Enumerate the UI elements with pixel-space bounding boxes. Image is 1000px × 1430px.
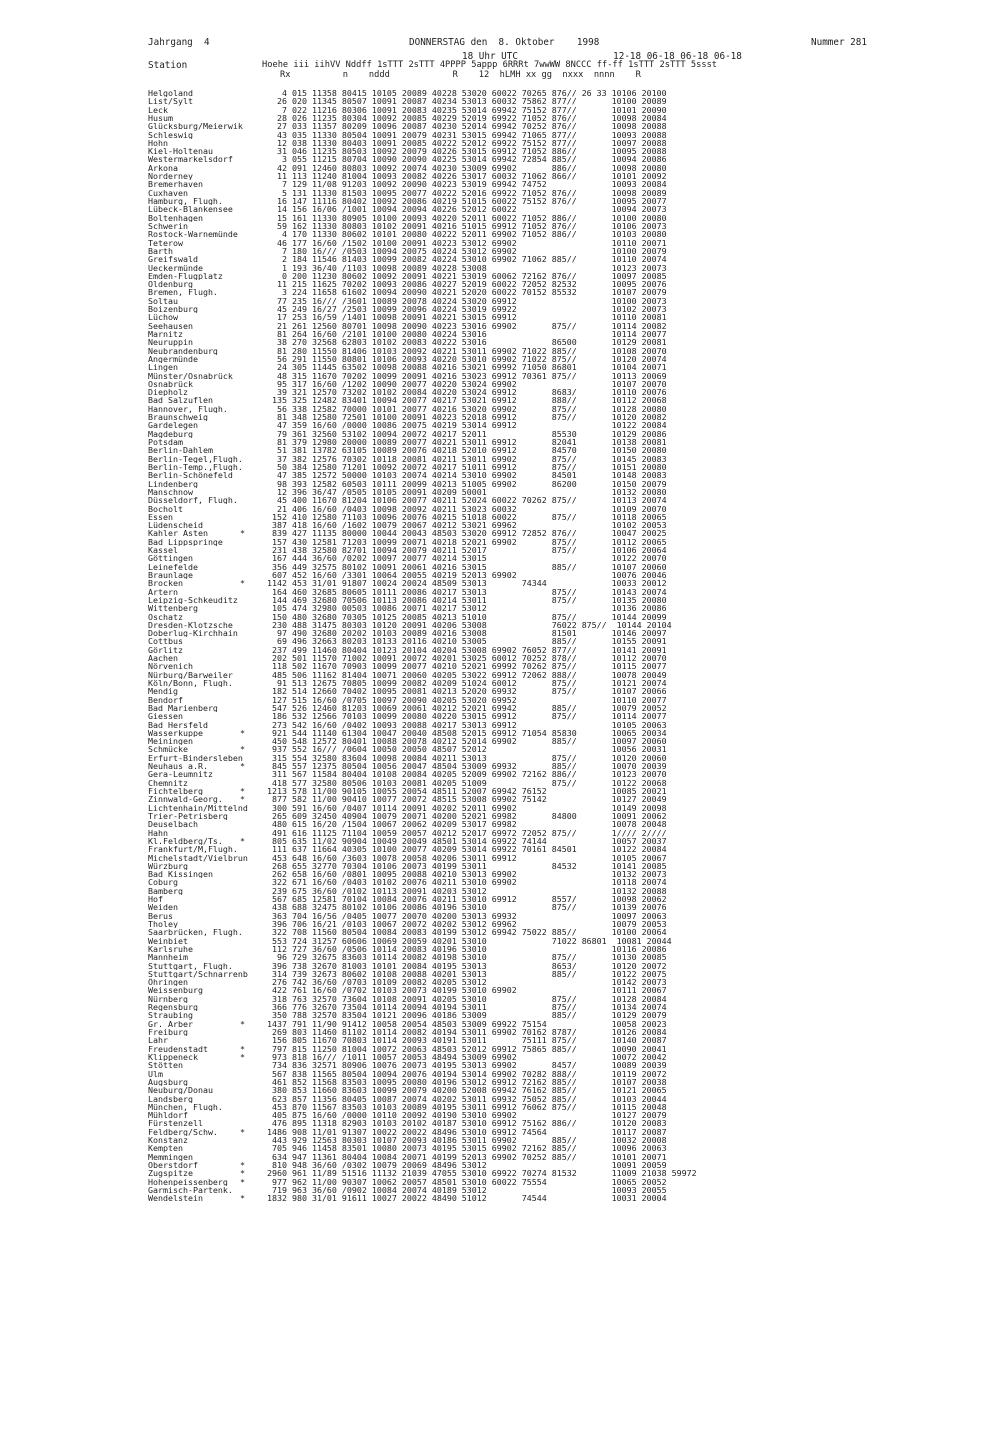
station-name: Hahn [148,828,168,837]
station-observation-codes: 491 616 11125 71104 10059 20057 40212 52017 69972 72052 875// 1//// 2//// [262,827,667,838]
station-observation-codes: 38 270 32568 62803 10102 20083 40222 53016 86500 10129 20081 [262,337,667,348]
station-observation-codes: 46 177 16/60 /1502 10100 20091 40223 53012 69902 10110 20071 [262,237,667,248]
station-name: Westermarkelsdorf [148,155,233,164]
station-name: Husum [148,113,173,123]
station-observation-codes: 91 513 12675 70805 10099 20082 40209 51024 60012 875// 10121 20074 [262,678,667,688]
station-name: Teterow [148,238,183,247]
station-name: Neuburg/Donau [148,1086,213,1095]
station-name: Memmingen [148,1152,193,1161]
station-name: Mühldorf [148,1111,188,1120]
station-observation-codes: 805 635 11/02 90904 10049 20049 48501 53014 69922 74144 10057 20037 [262,835,667,846]
station-observation-codes: 734 836 32571 80906 10076 20073 40195 53013 69902 8457/ 10089 20039 [262,1060,667,1071]
station-observation-codes: 485 506 11162 81404 10071 20060 40205 53022 69912 72062 888// 10078 20049 [262,669,667,680]
station-observation-codes: 2960 961 11/89 51516 11132 21039 47055 53010 69922 70274 81532 11009 21038 59972 [262,1168,697,1179]
station-observation-codes: 567 838 11565 80504 10094 20076 40194 53014 69902 70282 888// 10119 20072 [262,1068,667,1079]
station-observation-codes: 157 430 12581 71203 10099 20071 40218 52021 69902 875// 10112 20065 [262,536,667,547]
station-name: Wittenberg [148,604,198,613]
mountain-station-mark: * [240,1043,245,1054]
station-observation-codes: 396 706 16/21 /0103 10067 20072 40202 53012 69962 10079 20053 [262,919,667,929]
station-observation-codes: 182 514 12660 70402 10095 20081 40213 52020 69932 875// 10107 20066 [262,686,667,697]
station-name: Artern [148,587,178,596]
station-name: Oldenburg [148,280,193,289]
station-observation-codes: 300 591 16/60 /0407 10114 20091 40202 52011 69902 10149 20098 [262,802,667,813]
station-name: Stuttgart/Schnarrenb [148,969,248,979]
station-name: Berlin-Tegel,Flugh. [148,454,243,463]
station-name: Hohn [148,138,168,148]
station-observation-codes: 1832 980 31/01 91611 10027 20022 48490 51012 74544 10031 20004 [262,1193,667,1204]
station-name: Schmücke [148,745,188,754]
station-observation-codes: 39 321 12570 73202 10102 20084 40220 53024 69912 8683/ 10110 20076 [262,387,667,398]
station-name: Cottbus [148,637,183,646]
station-name: Meiningen [148,737,193,746]
station-name: Bremen, Flugh. [148,288,218,297]
station-observation-codes: 418 577 32580 80506 10103 20081 40205 51009 875// 10122 20068 [262,777,667,788]
station-name: Kahler Asten [148,529,208,538]
station-observation-codes: 150 480 32680 70305 10125 20085 40213 51010 875// 10144 20099 [262,611,667,622]
station-name: Kassel [148,546,178,555]
column-header-codes: Hoehe iii iihVV Nddff 1sTTT 2sTTT 4PPPP 5appp 6RRRt 7wwWW 8NCCC ff-ff 1sTTT 2sTTT 5ssst [262,60,718,70]
station-name: Nürnberg [148,994,188,1004]
station-observation-codes: 607 452 16/60 /3301 10064 20055 40219 52013 69902 10076 20046 [262,569,667,580]
mountain-station-mark: * [240,794,245,805]
station-observation-codes: 480 615 16/20 /1504 10067 20062 40209 53017 69982 10078 20048 [262,819,667,830]
station-observation-codes: 311 567 11584 80404 10108 20084 40205 52009 69902 72162 886// 10123 20070 [262,769,667,780]
station-name: Oschatz [148,612,183,621]
station-observation-codes: 318 763 32570 73604 10108 20091 40205 53010 875// 10128 20084 [262,993,667,1004]
station-name: Bendorf [148,695,183,704]
station-observation-codes: 144 469 32680 70506 10113 20086 40214 53011 875// 10135 20080 [262,594,667,605]
station-observation-codes: 43 035 11330 80504 10091 20079 40231 53015 69942 71065 877// 10093 20088 [262,129,667,140]
mountain-station-mark: * [240,727,245,738]
station-observation-codes: 7 022 11216 80306 10091 20083 40235 53014 69942 75152 877// 10101 20090 [262,104,667,115]
station-observation-codes: 921 544 11140 61304 10047 20040 48508 52015 69912 71054 85830 10065 20034 [262,727,667,738]
station-name: Augsburg [148,1077,188,1087]
station-name: Göttingen [148,554,193,563]
station-observation-codes: 315 554 32580 83604 10098 20084 40211 53013 875// 10120 20060 [262,752,667,763]
station-observation-codes: 322 671 16/60 /0403 10102 20076 40211 53010 69902 10118 20074 [262,877,667,888]
station-observation-codes: 152 410 12580 71103 10096 20076 40215 51018 60022 875// 10118 20065 [262,511,667,522]
station-name: Leipzig-Schkeuditz [148,595,238,605]
station-name: Lindenberg [148,479,198,488]
station-name: Freiburg [148,1028,188,1037]
station-name: Freudenstadt [148,1044,208,1053]
station-name: Neuruppin [148,338,193,347]
station-name: Trier-Petrisberg [148,811,228,821]
station-name: Bad Marienberg [148,703,218,713]
station-name: Potsdam [148,438,183,447]
station-observation-codes: 356 449 32575 80102 10091 20061 40216 53015 885// 10107 20060 [262,561,667,572]
station-observation-codes: 98 393 12582 60503 10111 20099 40213 51005 69902 86200 10150 20079 [262,478,667,489]
station-observation-codes: 239 675 36/60 /0102 10113 20091 40203 53012 10132 20088 [262,885,667,896]
station-name: Garmisch-Partenk. [148,1185,233,1195]
station-name: Berlin-Temp.,Flugh. [148,462,243,472]
station-name: Zugspitze [148,1169,193,1178]
station-name: Fürstenzell [148,1119,203,1128]
station-name: Giessen [148,712,183,721]
station-observation-codes: 705 946 11458 83501 10080 20073 40195 53015 69902 72162 885// 10096 20063 [262,1143,667,1154]
station-observation-codes: 5 131 11330 81503 10095 20077 40222 52016 69922 71052 876// 10098 20089 [262,187,667,198]
station-name: Rostock-Warnemünde [148,230,238,239]
station-observation-codes: 37 382 12576 70302 10118 20081 40211 53011 69902 875// 10145 20083 [262,453,667,464]
station-name: Schleswig [148,130,193,139]
station-observation-codes: 69 496 32663 80203 10133 20116 40210 53005 885// 10155 20091 [262,636,667,647]
station-observation-codes: 438 688 32475 80102 10106 20086 40196 53010 875// 10139 20076 [262,902,667,913]
station-name: Kl.Feldberg/Ts. [148,836,223,846]
station-name: Wendelstein [148,1194,203,1203]
station-observation-codes: 48 315 11670 70202 10099 20091 40216 53023 69912 70361 875// 10113 20069 [262,370,667,381]
station-observation-codes: 453 648 16/60 /3603 10078 20058 40206 53011 69912 10105 20067 [262,852,667,863]
station-name: Straubing [148,1011,193,1020]
station-name: Neubrandenburg [148,346,218,355]
station-observation-codes: 79 361 32560 53102 10094 20072 40217 52011 85530 10129 20086 [262,428,667,439]
station-name: Mannheim [148,953,188,962]
station-name: Öhringen [148,978,188,987]
station-observation-codes: 0 200 11230 80602 10092 20091 40221 53019 60062 72162 876// 10097 20085 [262,270,667,281]
station-name: Bamberg [148,886,183,896]
station-observation-codes: 461 852 11568 83503 10095 20080 40196 53012 69912 72162 885// 10107 20038 [262,1076,667,1087]
volume-label: Jahrgang 4 [148,37,210,48]
station-name: München, Flugh. [148,1102,223,1112]
station-name: Regensburg [148,1003,198,1012]
station-observation-codes: 11 215 11625 70202 10093 20086 40227 52019 60022 72052 82532 10095 20076 [262,279,667,290]
station-observation-codes: 230 488 31475 80303 10120 20091 40206 53008 76022 875// 10144 20104 [262,619,672,630]
report-header [0,0,1000,90]
mountain-station-mark: * [240,528,245,539]
station-name: Kempten [148,1144,183,1153]
station-observation-codes: 15 161 11330 80905 10100 20093 40220 52011 60022 71052 886// 10100 20080 [262,212,667,223]
station-name: Görlitz [148,645,183,655]
station-observation-codes: 4 015 11358 80415 10105 20089 40228 53020 60022 70265 876// 26 33 10106 20100 [262,88,667,98]
station-name: Hannover, Flugh. [148,404,228,414]
issue-number: Nummer 281 [811,37,867,48]
station-observation-codes: 24 305 11445 63502 10098 20088 40216 53021 69992 71050 86801 10104 20071 [262,362,667,373]
station-name: Magdeburg [148,429,193,438]
station-observation-codes: 31 046 11235 80503 10092 20079 40226 53015 69912 71052 886// 10095 20088 [262,146,667,157]
station-observation-codes: 112 727 36/60 /0506 10114 20083 40196 53010 10116 20086 [262,943,667,954]
station-name: Bocholt [148,504,183,513]
station-observation-codes: 96 729 32675 83603 10114 20082 40198 53010 875// 10130 20085 [262,952,667,963]
station-observation-codes: 1486 908 11/01 91307 10022 20022 48496 53010 69912 74564 10117 20087 [262,1126,667,1137]
station-name: Weiden [148,903,178,912]
mountain-station-mark: * [240,1176,245,1187]
station-observation-codes: 12 396 36/47 /0505 10105 20091 40209 50001 10132 20080 [262,486,667,497]
mountain-station-mark: * [240,1159,245,1170]
station-observation-codes: 81 379 12980 20000 10089 20077 40221 53011 69912 82041 10138 20081 [262,437,667,448]
station-name: Arkona [148,163,178,173]
station-name: Bad Kissingen [148,870,213,879]
station-observation-codes: 322 708 11560 80504 10084 20083 40199 53012 69942 75022 885// 10100 20064 [262,927,667,938]
station-name: Kiel-Holtenau [148,147,213,156]
station-observation-codes: 51 381 13782 63105 10089 20076 40218 52010 69912 84570 10150 20080 [262,445,667,456]
station-observation-codes: 47 385 12572 50000 10103 20074 40214 53010 69902 84501 10148 20083 [262,470,667,481]
station-name: Lüchow [148,313,178,322]
station-name: Soltau [148,296,178,306]
station-name: Braunlage [148,570,193,580]
mountain-station-mark: * [240,786,245,797]
station-name: Gera-Leumnitz [148,770,213,779]
mountain-station-mark: * [240,744,245,755]
station-observation-codes: 81 280 11550 81406 10103 20092 40221 53011 69902 71022 885// 10108 20070 [262,345,667,356]
station-observation-codes: 719 963 36/60 /0902 10084 20074 40189 53012 10093 20055 [262,1184,667,1195]
station-name: Seehausen [148,321,193,330]
station-name: Lichtenhain/Mittelnd [148,803,248,812]
station-observation-codes: 265 609 32450 40904 10079 20071 40200 52021 69982 84800 10091 20062 [262,810,667,821]
station-observation-codes: 1437 791 11/90 91412 10058 20054 48503 53009 69922 75154 10058 20023 [262,1018,667,1029]
station-name: Brocken [148,579,183,588]
station-observation-codes: 1213 578 11/00 90105 10055 20054 48511 52007 69942 76152 10085 20021 [262,786,667,797]
station-name: Boizenburg [148,305,198,314]
station-observation-codes: 186 532 12566 70103 10099 20080 40220 53015 69912 875// 10114 20077 [262,711,667,722]
station-observation-codes: 453 870 11567 83503 10103 20089 40195 53011 69912 76062 875// 10115 20048 [262,1101,667,1112]
station-name: Weinbiet [148,936,188,945]
station-name: Norderney [148,172,193,181]
station-name: Erfurt-Bindersleben [148,753,243,763]
station-name: Boltenhagen [148,213,203,222]
station-observation-codes: 127 515 16/60 /0705 10097 20090 40205 53020 69952 10110 20077 [262,694,667,705]
station-name: Michelstadt/Vielbrun [148,853,248,862]
station-observation-codes: 262 658 16/60 /0801 10095 20088 40210 53013 69902 10132 20073 [262,869,667,880]
station-observation-codes: 202 501 11570 71002 10091 20072 40201 53025 60012 70252 878// 10112 20070 [262,653,667,664]
station-name: Angermünde [148,354,198,364]
station-name: Marnitz [148,329,183,339]
station-observation-codes: 3 055 11215 80704 10090 20090 40225 53014 69942 72854 885// 10094 20086 [262,154,667,165]
station-name: Weissenburg [148,986,203,995]
station-observation-codes: 4 170 11330 80602 10101 20080 40222 52011 69902 71052 886// 10103 20080 [262,229,667,240]
station-name: Nörvenich [148,662,193,671]
station-name: Münster/Osnabrück [148,371,233,380]
station-observation-codes: 26 020 11345 80507 10091 20087 40234 53013 60032 75862 877// 10100 20089 [262,96,667,107]
station-observation-codes: 623 857 11356 80405 10087 20074 40202 53011 69932 75052 885// 10103 20044 [262,1093,667,1104]
station-name: Hamburg, Flugh. [148,197,223,206]
station-name: Coburg [148,878,178,887]
station-observation-codes: 21 261 12560 80701 10098 20090 40223 53016 69902 875// 10114 20082 [262,320,667,331]
station-observation-codes: 387 418 16/60 /1602 10079 20067 40212 53021 69962 10102 20053 [262,520,667,531]
station-name: Essen [148,512,173,522]
station-name: Saarbrücken, Flugh. [148,928,243,937]
station-observation-codes: 105 474 32980 00503 10086 20071 40217 53012 10136 20086 [262,603,667,614]
station-observation-codes: 3 224 11658 61602 10094 20090 40221 52020 60022 70152 85532 10107 20079 [262,287,667,298]
station-observation-codes: 28 026 11235 80304 10092 20085 40229 52019 69922 71052 876// 10098 20084 [262,112,667,123]
station-observation-codes: 12 038 11330 80403 10091 20085 40222 52012 69922 75152 877// 10097 20088 [262,137,667,148]
station-name: Tholey [148,920,178,929]
station-name: Stuttgart, Flugh. [148,961,233,970]
station-observation-codes: 422 761 16/60 /0702 10103 20073 40199 53010 69902 10111 20067 [262,985,667,996]
mountain-station-mark: * [240,1051,245,1062]
station-name: Würzburg [148,861,188,871]
station-observation-codes: 1 193 36/40 /1103 10098 20089 40228 53008 10123 20073 [262,262,667,273]
station-observation-codes: 450 548 12572 80401 10088 20078 40212 52014 69902 885// 10097 20060 [262,736,667,747]
station-name: Landsberg [148,1094,193,1103]
station-name: Fichtelberg [148,787,203,796]
station-name: Lahr [148,1036,168,1045]
station-observation-codes: 81 348 12580 72501 10100 20091 40223 52018 69912 875// 10120 20082 [262,412,667,423]
station-observation-codes: 810 948 36/60 /0302 10079 20069 48496 53012 10091 20059 [262,1159,667,1170]
station-observation-codes: 45 249 16/27 /2503 10099 20096 40224 53019 69922 10102 20073 [262,304,667,315]
station-observation-codes: 1142 453 31/01 91807 10024 20024 48509 53013 74344 10033 20012 [262,578,667,589]
station-name: Gardelegen [148,421,198,430]
station-observation-codes: 97 490 32680 20202 10103 20089 40216 53008 81501 10146 20097 [262,628,667,639]
station-name: Zinnwald-Georg. [148,795,223,804]
column-header-time-row: 18 Uhr UTC 12-18 06-18 06-18 06-18 [462,51,742,62]
station-observation-codes: 443 929 12563 80303 10107 20093 40186 53011 69902 885// 10032 20008 [262,1135,667,1146]
station-name: Chemnitz [148,778,188,788]
station-name: Manschnow [148,487,193,497]
station-observation-codes: 396 738 32670 81003 10101 20084 40195 53013 8653/ 10120 20072 [262,960,667,971]
station-name: Aachen [148,654,178,663]
column-header-station: Station [148,60,188,71]
station-name: Doberlug-Kirchhain [148,629,238,638]
station-name: Stötten [148,1061,183,1070]
station-observation-codes: 268 655 32770 70304 10106 20073 40199 53011 84532 10141 20085 [262,860,667,871]
mountain-station-mark: * [240,578,245,589]
station-observation-codes: 567 685 12581 70104 10084 20076 40211 53010 69912 8557/ 10098 20062 [262,894,667,905]
station-observation-codes: 56 291 11550 80801 10106 20093 40220 53010 69902 71022 875// 10120 20074 [262,353,667,364]
mountain-station-mark: * [240,1193,245,1204]
station-observation-codes: 45 400 11670 81204 10106 20077 40211 52024 60022 70262 875// 10113 20074 [262,495,667,506]
station-name: Lingen [148,363,178,372]
station-observation-codes: 21 406 16/60 /0403 10098 20092 40211 53023 60032 10109 20070 [262,503,667,514]
station-name: Köln/Bonn, Flugh. [148,679,233,688]
station-observation-codes: 366 776 32670 73504 10114 20094 40194 53011 875// 10134 20074 [262,1002,667,1013]
station-observation-codes: 164 460 32685 80605 10111 20086 40217 53013 875// 10143 20074 [262,586,667,597]
station-name: Leinefelde [148,562,198,571]
station-observation-codes: 7 180 16/// /0503 10094 20075 40224 53012 69902 10100 20079 [262,245,667,256]
station-name: Berus [148,911,173,920]
station-observation-codes: 17 253 16/59 /1401 10098 20091 40221 53015 69912 10110 20081 [262,312,667,323]
station-observation-codes: 937 552 16/// /0604 10050 20050 48507 52012 10056 20031 [262,744,667,755]
station-name: Greifswald [148,255,198,264]
station-name: Braunschweig [148,413,208,422]
station-name: Barth [148,246,173,256]
station-observation-codes: 269 803 11460 81102 10114 20082 40194 53011 69902 70162 8787/ 10126 20084 [262,1027,667,1038]
station-observation-codes: 547 526 12460 81203 10069 20061 40212 52021 69942 885// 10079 20052 [262,702,667,713]
station-observation-codes: 95 317 16/60 /1202 10090 20077 40220 53024 69902 10107 20070 [262,378,667,389]
mountain-station-mark: * [240,761,245,772]
station-name: Karlsruhe [148,944,193,954]
station-observation-codes: 973 818 16/// /1011 10057 20053 48494 53009 69902 10072 20042 [262,1051,667,1062]
station-observation-codes: 634 947 11361 80404 10084 20071 40199 52013 69902 70252 885// 10101 20071 [262,1151,667,1162]
station-observation-codes: 350 788 32570 83504 10121 20096 40186 53009 885// 10129 20079 [262,1010,667,1021]
station-observation-codes: 839 427 11135 80000 10044 20043 48503 53020 69912 72852 876// 10047 20025 [262,528,667,539]
station-observation-codes: 50 384 12580 71201 10092 20072 40217 51011 69912 875// 10151 20080 [262,461,667,472]
station-name: Bad Salzuflen [148,396,213,405]
station-name: Helgoland [148,89,193,98]
report-date: DONNERSTAG den 8. Oktober 1998 [409,37,600,48]
station-name: Bad Hersfeld [148,720,208,729]
station-name: Bad Lippspringe [148,537,223,547]
mountain-station-mark: * [240,1018,245,1029]
station-observation-codes: 2 184 11546 81403 10099 20082 40224 53010 69902 71062 885// 10110 20074 [262,254,667,265]
station-observation-codes: 42 091 12460 80803 10092 20074 40230 53009 69902 886// 10098 20080 [262,162,667,173]
station-observation-codes: 156 805 11670 70803 10114 20093 40191 53011 75111 875// 10140 20087 [262,1035,667,1046]
station-name: Cuxhaven [148,188,188,198]
station-name: Mendig [148,687,178,696]
station-observation-codes: 380 853 11660 83603 10099 20079 40200 52008 69942 76162 885// 10121 20065 [262,1085,667,1096]
station-name: Berlin-Schönefeld [148,471,233,480]
station-name: Emden-Flugplatz [148,271,223,281]
station-observation-codes: 167 444 36/60 /0202 10097 20077 40214 53015 10122 20070 [262,553,667,564]
station-observation-codes: 476 895 11318 82903 10103 20102 40187 53010 69912 75162 886// 10120 20083 [262,1118,667,1129]
mountain-station-mark: * [240,1126,245,1137]
station-name: Konstanz [148,1136,188,1145]
station-observation-codes: 7 129 11/08 91203 10092 20090 40223 53019 69942 74752 10093 20084 [262,179,667,190]
mountain-station-mark: * [240,835,245,846]
table-row [0,1194,1000,1202]
station-name: Schwerin [148,221,188,231]
station-name: Wasserkuppe [148,728,203,738]
column-header-subcodes: Rx n nddd R 12 hLMH xx gg nxxx nnnn R [280,70,641,80]
station-observation-codes: 11 113 11240 81004 10093 20082 40226 53017 60032 71062 866// 10101 20092 [262,171,667,182]
station-observation-codes: 363 704 16/56 /0405 10077 20070 40200 53013 69932 10097 20063 [262,910,667,921]
station-name: Oberstdorf [148,1160,198,1170]
station-name: Ulm [148,1069,163,1078]
station-name: Dresden-Klotzsche [148,620,233,630]
station-observation-codes: 77 235 16/// /3601 10089 20078 40224 53020 69912 10100 20073 [262,295,667,306]
station-observation-codes: 56 338 12582 70000 10101 20077 40216 53020 69902 875// 10128 20080 [262,403,667,414]
station-observation-codes: 273 542 16/60 /0402 10093 20088 40217 53013 69912 10105 20063 [262,719,667,730]
station-name: Bremerhaven [148,180,203,189]
station-observation-codes: 276 742 36/60 /0703 10109 20082 40205 53012 10142 20073 [262,977,667,988]
station-name: Frankfurt/M,Flugh. [148,845,238,854]
station-observation-codes: 59 162 11330 80803 10102 20091 40216 51015 69912 71052 876// 10106 20073 [262,220,667,231]
station-observation-codes: 977 962 11/00 90307 10062 20057 48501 53010 60022 75554 10065 20052 [262,1176,667,1187]
station-name: Diepholz [148,388,188,397]
station-observation-codes: 81 264 16/60 /2101 10100 20080 40224 53016 10114 20077 [262,328,667,339]
station-observation-codes: 314 739 32673 80602 10108 20088 40201 53013 885// 10122 20075 [262,968,667,979]
station-observation-codes: 135 325 12482 83401 10094 20077 40217 53021 69912 888// 10112 20068 [262,395,667,406]
station-name: Glücksburg/Meierwik [148,122,243,131]
station-name: Lüdenscheid [148,521,203,530]
station-observation-codes: 877 582 11/00 90410 10077 20072 48515 53008 69902 75142 10127 20049 [262,794,667,805]
station-observation-codes: 118 502 11670 70903 10099 20077 40210 52021 69992 70262 875// 10115 20077 [262,661,667,672]
mountain-station-mark: * [240,1168,245,1179]
station-name: Berlin-Dahlem [148,446,213,455]
station-observation-codes: 237 499 11460 80404 10123 20104 40204 53008 69902 76052 877// 10141 20091 [262,644,667,655]
station-name: Ueckermünde [148,263,203,272]
station-name: Gr. Arber [148,1019,193,1029]
station-observation-codes: 231 438 32580 82701 10094 20079 40211 52017 875// 10106 20064 [262,545,667,556]
station-name: Nürburg/Barweiler [148,670,233,679]
station-name: Hof [148,895,163,904]
station-observation-codes: 47 359 16/60 /0000 10086 20075 40219 53014 69912 10122 20084 [262,420,667,431]
station-name: Hohenpeissenberg [148,1177,228,1186]
station-observation-codes: 405 875 16/60 /0000 10110 20092 40190 53010 69902 10127 20079 [262,1110,667,1121]
station-observation-codes: 553 724 31257 60606 10069 20059 40201 53010 71022 86801 10081 20044 [262,935,672,946]
station-observation-codes: 797 815 11250 81004 10072 20063 48503 52012 69912 75865 885// 10090 20041 [262,1043,667,1054]
station-name: Lübeck-Blankensee [148,205,233,214]
station-name: Düsseldorf, Flugh. [148,496,238,505]
station-name: Klippeneck [148,1052,198,1062]
station-observation-codes: 845 557 12375 80504 10056 20047 48504 53009 69932 885// 10070 20039 [262,761,667,772]
station-name: Deuselbach [148,820,198,829]
station-name: Neuhaus a.R. [148,762,208,771]
station-observation-codes: 16 147 11116 80402 10092 20086 40219 51015 60022 75152 876// 10095 20077 [262,196,667,207]
station-name: Osnabrück [148,379,193,389]
station-name: List/Sylt [148,97,193,106]
station-observation-codes: 14 156 16/06 /1001 10094 20094 40226 52012 60022 10094 20073 [262,204,667,215]
station-observation-codes: 27 033 11357 80209 10096 20087 40230 52014 69942 70252 876// 10098 20088 [262,121,667,132]
station-name: Feldberg/Schw. [148,1127,218,1137]
station-name: Leck [148,105,168,114]
station-observation-codes: 111 637 11664 40305 10100 20077 40209 53014 69922 70161 84501 10122 20084 [262,844,667,855]
